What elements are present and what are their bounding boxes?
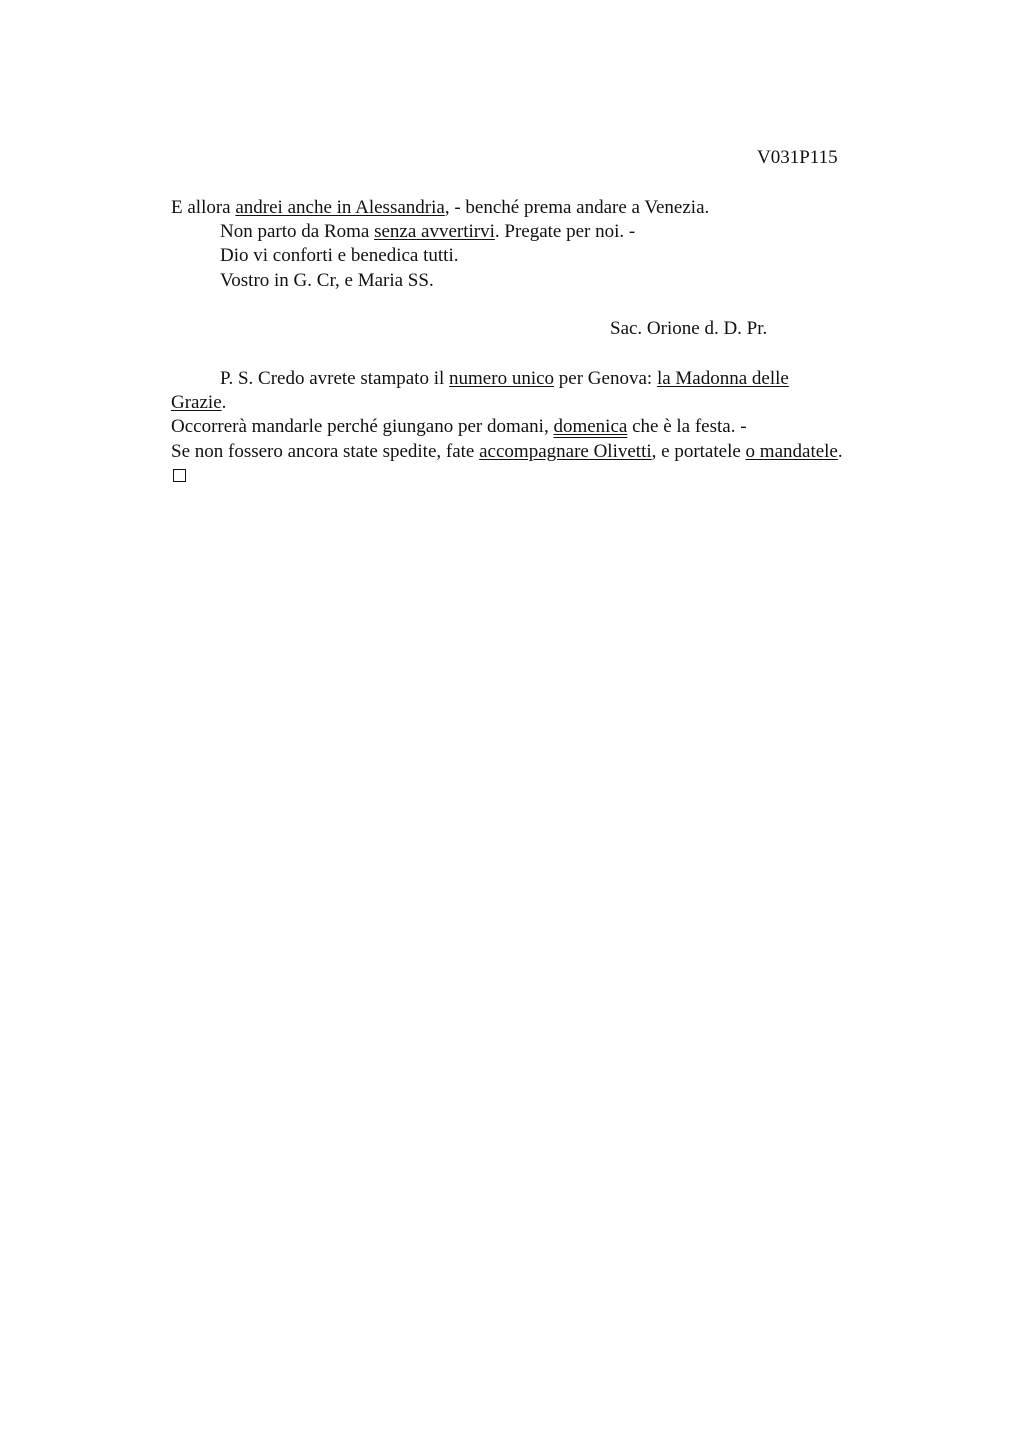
text-span: . xyxy=(221,392,227,413)
body-line-4: Vostro in G. Cr, e Maria SS. xyxy=(220,270,434,291)
double-underlined-text: domenica xyxy=(553,416,628,437)
text-span: , - benché prema andare a Venezia. xyxy=(444,197,710,218)
underlined-text: Grazie xyxy=(171,392,222,413)
underlined-text: o mandatele xyxy=(745,441,838,462)
text-span: . xyxy=(837,441,843,462)
underlined-text: la Madonna delle xyxy=(656,368,789,389)
page-id: V031P115 xyxy=(757,147,838,168)
underlined-text: accompagnare Olivetti xyxy=(479,441,652,462)
body-line-3: Dio vi conforti e benedica tutti. xyxy=(220,245,459,266)
checkbox-icon xyxy=(173,469,186,482)
postscript-line-1 xyxy=(220,367,789,391)
body-line-2 xyxy=(220,220,635,244)
underlined-text: senza avvertirvi xyxy=(374,221,495,242)
text-span: , e portatele xyxy=(651,441,746,462)
underlined-text: numero unico xyxy=(449,368,555,389)
body-line-1 xyxy=(171,196,709,220)
text-span: E allora xyxy=(171,197,236,218)
text-span: Occorrerà mandarle perché giungano per domani, xyxy=(171,416,554,437)
text-span: che è la festa. - xyxy=(627,416,747,437)
postscript-line-2 xyxy=(171,391,226,415)
text-span: Se non fossero ancora state spedite, fate xyxy=(171,441,480,462)
text-span: P. S. Credo avrete stampato il xyxy=(220,368,450,389)
text-span: . Pregate per noi. - xyxy=(494,221,636,242)
signature: Sac. Orione d. D. Pr. xyxy=(610,318,768,339)
postscript-line-4 xyxy=(171,440,843,464)
underlined-text: andrei anche in Alessandria xyxy=(235,197,445,218)
text-span: Non parto da Roma xyxy=(220,221,375,242)
text-span: per Genova: xyxy=(554,368,657,389)
postscript-line-3 xyxy=(171,415,747,439)
